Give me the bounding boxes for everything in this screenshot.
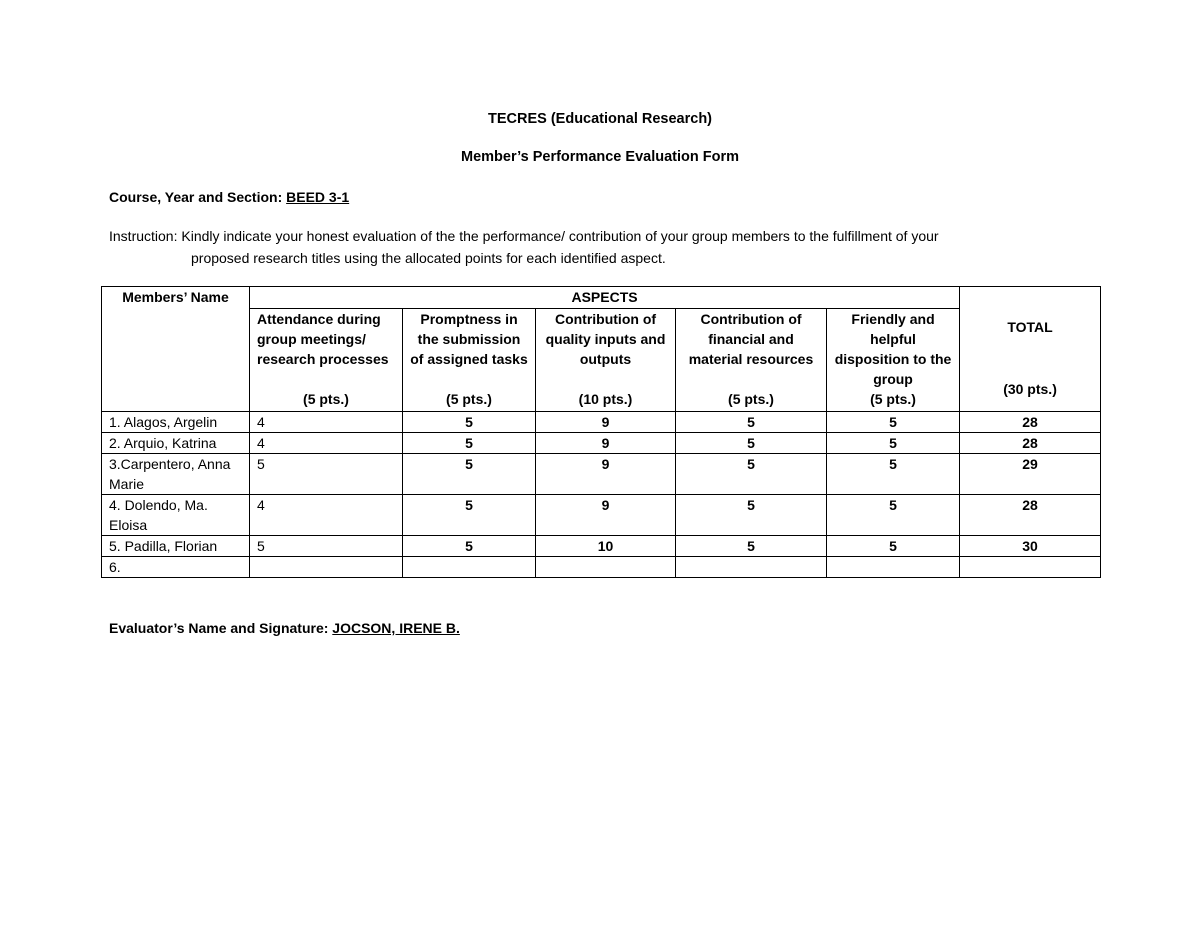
table-row (102, 536, 1101, 557)
document-title: TECRES (Educational Research) (488, 111, 712, 127)
aspect-header-attendance (250, 308, 403, 411)
score-disposition: 5 (827, 454, 960, 495)
score-financial: 5 (676, 454, 827, 495)
score-disposition: 5 (827, 433, 960, 454)
aspect-points: (5 pts.) (303, 390, 349, 407)
table-row (102, 495, 1101, 536)
form-subtitle: Member’s Performance Evaluation Form (461, 149, 739, 165)
header-row-2 (102, 308, 1101, 411)
member-name: 1. Alagos, Argelin (102, 412, 250, 433)
member-name: 3.Carpentero, Anna Marie (102, 454, 250, 495)
aspects-header: ASPECTS (250, 287, 960, 309)
score-total: 30 (960, 536, 1101, 557)
aspect-points: (10 pts.) (578, 390, 633, 407)
member-name: 6. (102, 557, 250, 578)
score-financial (676, 557, 827, 578)
score-promptness: 5 (403, 412, 536, 433)
score-attendance: 4 (250, 433, 403, 454)
score-total (960, 557, 1101, 578)
score-promptness: 5 (403, 495, 536, 536)
table-row (102, 412, 1101, 433)
score-quality: 9 (536, 412, 676, 433)
score-quality: 9 (536, 454, 676, 495)
total-points: (30 pts.) (1003, 381, 1057, 397)
total-label: TOTAL (1007, 319, 1053, 335)
instruction-line-1: Instruction: Kindly indicate your honest evaluation of the the performance/ contribution of your group members to the fulfillment of your (109, 228, 939, 244)
score-promptness: 5 (403, 536, 536, 557)
member-name: 2. Arquio, Katrina (102, 433, 250, 454)
score-disposition: 5 (827, 495, 960, 536)
score-total: 28 (960, 495, 1101, 536)
score-quality: 9 (536, 433, 676, 454)
score-promptness: 5 (403, 433, 536, 454)
aspect-label: Promptness in the submission of assigned tasks (410, 310, 528, 367)
aspect-points: (5 pts.) (870, 390, 916, 407)
instruction-line-2: proposed research titles using the allocated points for each identified aspect. (191, 250, 666, 266)
aspect-label: Contribution of financial and material resources (688, 310, 814, 367)
table-row (102, 454, 1101, 495)
aspect-label: Friendly and helpful disposition to the group (834, 310, 952, 387)
score-attendance: 4 (250, 495, 403, 536)
score-quality: 10 (536, 536, 676, 557)
score-disposition (827, 557, 960, 578)
header-row-1 (102, 287, 1101, 309)
evaluator-label: Evaluator’s Name and Signature: (109, 620, 329, 636)
score-financial: 5 (676, 412, 827, 433)
table-row (102, 557, 1101, 578)
table-row (102, 433, 1101, 454)
score-attendance: 5 (250, 454, 403, 495)
aspect-label: Contribution of quality inputs and outputs (545, 310, 666, 367)
aspect-header-quality-inputs (536, 308, 676, 411)
score-attendance: 4 (250, 412, 403, 433)
course-line (109, 189, 349, 205)
course-value: BEED 3-1 (286, 189, 350, 205)
member-name: 4. Dolendo, Ma. Eloisa (102, 495, 250, 536)
aspect-header-disposition (827, 308, 960, 411)
score-quality: 9 (536, 495, 676, 536)
aspect-header-financial (676, 308, 827, 411)
member-name: 5. Padilla, Florian (102, 536, 250, 557)
score-total: 28 (960, 433, 1101, 454)
score-total: 28 (960, 412, 1101, 433)
evaluation-table (101, 286, 1101, 578)
score-promptness: 5 (403, 454, 536, 495)
aspect-label: Attendance during group meetings/ research processes (257, 310, 389, 367)
score-disposition: 5 (827, 536, 960, 557)
score-attendance: 5 (250, 536, 403, 557)
aspect-header-promptness (403, 308, 536, 411)
course-label: Course, Year and Section: (109, 189, 283, 205)
members-name-header: Members’ Name (102, 287, 250, 412)
total-header (960, 287, 1101, 412)
score-financial: 5 (676, 495, 827, 536)
evaluator-line (109, 620, 460, 636)
score-disposition: 5 (827, 412, 960, 433)
evaluator-name: JOCSON, IRENE B. (332, 620, 460, 636)
aspect-points: (5 pts.) (446, 390, 492, 407)
score-quality (536, 557, 676, 578)
score-financial: 5 (676, 536, 827, 557)
score-promptness (403, 557, 536, 578)
aspect-points: (5 pts.) (728, 390, 774, 407)
score-total: 29 (960, 454, 1101, 495)
score-attendance (250, 557, 403, 578)
score-financial: 5 (676, 433, 827, 454)
